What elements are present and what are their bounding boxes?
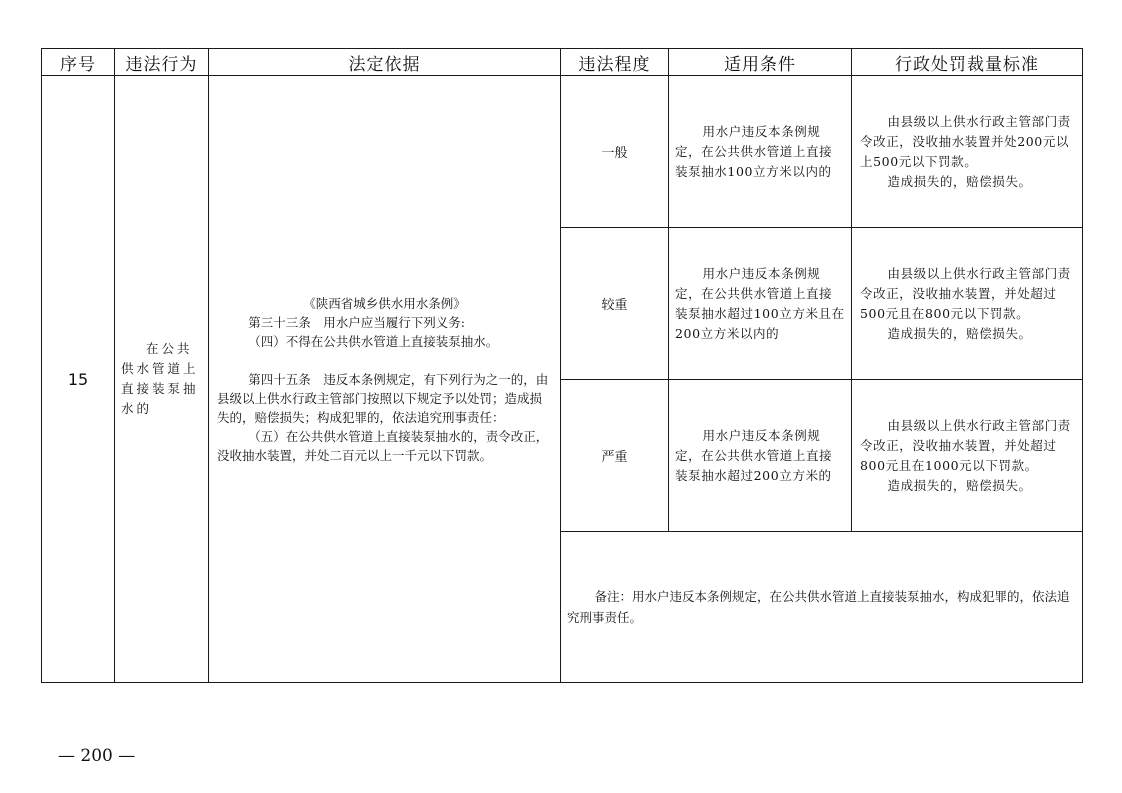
header-violation: 违法行为: [115, 49, 209, 76]
standard-text: 由县级以上供水行政主管部门责令改正，没收抽水装置，并处超过800元且在1000元以下罚款。: [860, 417, 1071, 473]
violation-cell: [115, 76, 209, 683]
legal-basis-cell: [209, 76, 561, 683]
standard-general: [852, 76, 1083, 228]
loss-text: 造成损失的，赔偿损失。: [887, 173, 1032, 189]
penalty-table: [41, 48, 1083, 683]
header-degree: 违法程度: [561, 49, 669, 76]
article-33: 第三十三条 用水户应当履行下列义务:: [248, 314, 465, 330]
condition-text: 用水户违反本条例规定，在公共供水管道上直接装泵抽水超过200立方米的: [675, 427, 833, 483]
note-text: 备注：用水户违反本条例规定，在公共供水管道上直接装泵抽水，构成犯罪的，依法追究刑事责任。: [567, 589, 1070, 625]
loss-text: 造成损失的，赔偿损失。: [887, 477, 1032, 493]
loss-text: 造成损失的，赔偿损失。: [887, 325, 1032, 341]
violation-line: 供水管道上: [121, 361, 199, 376]
regulation-title: 《陕西省城乡供水用水条例》: [303, 295, 466, 311]
degree-serious: 较重: [561, 228, 669, 380]
article-33-item: （四）不得在公共供水管道上直接装泵抽水。: [248, 333, 499, 349]
violation-line: 水的: [121, 401, 153, 416]
condition-serious: [669, 228, 852, 380]
violation-line: 直接装泵抽: [121, 381, 199, 396]
condition-general: [669, 76, 852, 228]
header-number: 序号: [42, 49, 115, 76]
standard-severe: [852, 380, 1083, 532]
article-45: 第四十五条 违反本条例规定，有下列行为之一的，由县级以上供水行政主管部门按照以下规定予以处罚；造成损失的，赔偿损失；构成犯罪的，依法追究刑事责任：: [217, 371, 549, 425]
degree-general: 一般: [561, 76, 669, 228]
note-cell: [561, 532, 1083, 683]
condition-text: 用水户违反本条例规定，在公共供水管道上直接装泵抽水超过100立方米且在200立方米以内的: [675, 265, 845, 341]
table-row: [42, 76, 1083, 228]
row-number: 15: [42, 76, 115, 683]
degree-severe: 严重: [561, 380, 669, 532]
standard-text: 由县级以上供水行政主管部门责令改正，没收抽水装置并处200元以上500元以下罚款。: [860, 113, 1071, 169]
condition-severe: [669, 380, 852, 532]
violation-line: 在公共: [146, 341, 193, 356]
standard-serious: [852, 228, 1083, 380]
header-penalty-standard: 行政处罚裁量标准: [852, 49, 1083, 76]
header-conditions: 适用条件: [669, 49, 852, 76]
standard-text: 由县级以上供水行政主管部门责令改正，没收抽水装置，并处超过500元且在800元以下罚款。: [860, 265, 1071, 321]
table-header-row: [42, 49, 1083, 76]
page-number: — 200 —: [58, 746, 136, 766]
condition-text: 用水户违反本条例规定，在公共供水管道上直接装泵抽水100立方米以内的: [675, 123, 833, 179]
article-45-item: （五）在公共供水管道上直接装泵抽水的，责令改正，没收抽水装置，并处二百元以上一千元以下罚款。: [217, 428, 549, 463]
header-legal-basis: 法定依据: [209, 49, 561, 76]
